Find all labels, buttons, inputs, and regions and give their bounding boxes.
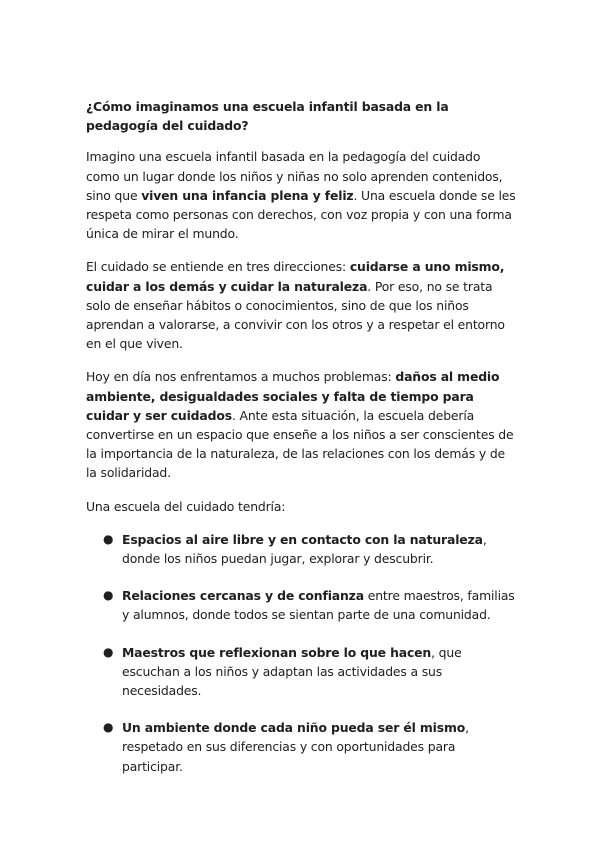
list-item-bold: Maestros que reflexionan sobre lo que hacen [122,644,432,660]
list-item-text: , respetado en sus diferencias y con oportunidades para participar. [122,720,469,774]
list-item-bold: Relaciones cercanas y de confianza [122,588,364,604]
paragraph-1-text-b: . Una escuela donde se les respeta como personas con derechos, con voz propia y con una forma única de mirar el mundo. [86,187,516,242]
paragraph-4: Una escuela del cuidado tendría: [86,498,286,514]
document-body [86,97,516,794]
paragraph-2-bold: cuidarse a uno mismo, cuidar a los demás y cuidar la naturaleza [86,259,505,294]
list-item [86,586,516,624]
bullet-icon: ● [103,720,114,735]
paragraph-2 [86,257,516,353]
paragraph-1-bold: viven una infancia plena y feliz [141,187,354,203]
list-item-text: entre maestros, familias y alumnos, donde todos se sientan parte de una comunidad. [122,588,515,623]
list-item [86,718,516,776]
list-item [86,643,516,701]
feature-list [86,530,516,776]
bullet-icon: ● [103,531,114,546]
paragraph-2-text-b: . Por eso, no se trata solo de enseñar hábitos o conocimientos, sino de que los niños aprendan a valorarse, a convivir con los otros y a respetar el entorno en el que viven. [86,278,505,352]
paragraph-1-text-a: Imagino una escuela infantil basada en la pedagogía del cuidado como un lugar donde los niños y niñas no solo aprenden contenidos, sino que [86,149,503,203]
list-item-text: , que escuchan a los niños y adaptan las actividades a sus necesidades. [122,644,462,699]
bullet-icon: ● [103,588,114,603]
list-item [86,530,516,568]
paragraph-3-text-a: Hoy en día nos enfrentamos a muchos problemas: [86,369,396,385]
paragraph-3 [86,367,516,482]
bullet-icon: ● [103,644,114,659]
paragraph-3-bold: daños al medio ambiente, desigualdades sociales y falta de tiempo para cuidar y ser cuidados [86,369,500,423]
list-item-bold: Espacios al aire libre y en contacto con la naturaleza [122,531,483,547]
list-item-text: , donde los niños puedan jugar, explorar y descubrir. [122,531,487,567]
list-item-bold: Un ambiente donde cada niño pueda ser él mismo [122,720,466,736]
document-title: ¿Cómo imaginamos una escuela infantil basada en la pedagogía del cuidado? [86,99,449,134]
paragraph-3-text-b: . Ante esta situación, la escuela debería convertirse en un espacio que enseñe a los niños a ser conscientes de la importancia de la naturaleza, de las relaciones con los demás y de la solidaridad. [86,407,514,481]
paragraph-1 [86,147,516,243]
paragraph-2-text-a: El cuidado se entiende en tres direcciones: [86,259,350,275]
